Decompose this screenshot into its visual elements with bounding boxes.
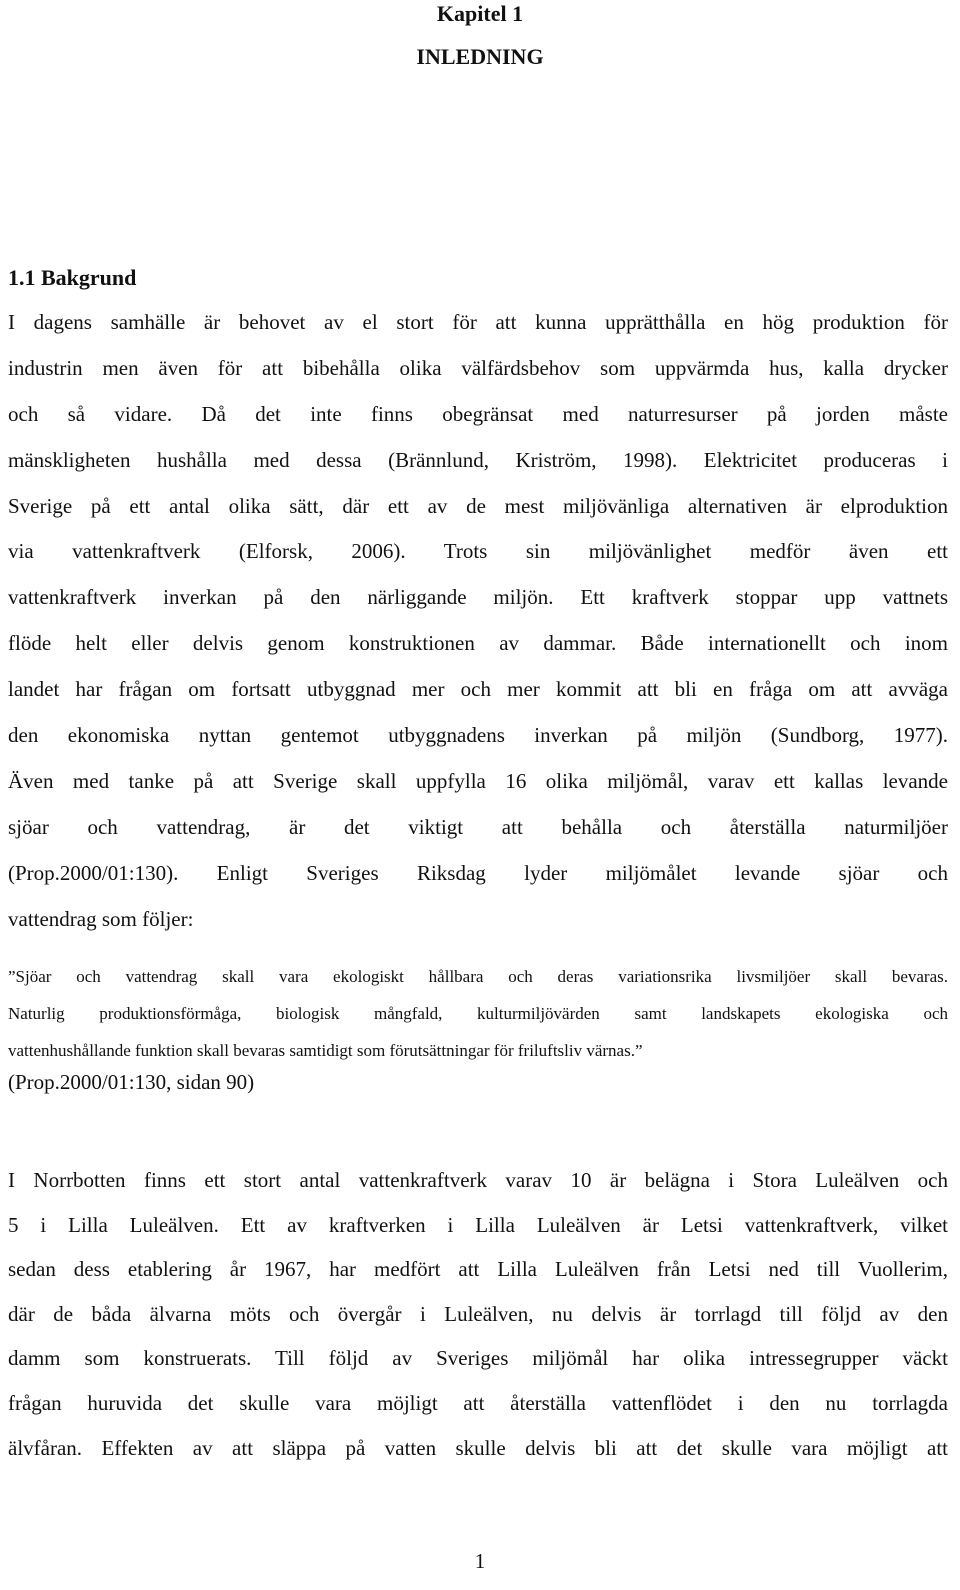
chapter-label: Kapitel 1 xyxy=(436,1,524,26)
quote-citation: (Prop.2000/01:130, sidan 90) xyxy=(8,1070,255,1094)
paragraph-line: landet har frågan om fortsatt utbyggnad mer och mer kommit att bli en fråga om att avväga xyxy=(8,677,948,702)
page-number: 1 xyxy=(474,1549,486,1573)
paragraph-line: Även med tanke på att Sverige skall uppfylla 16 olika miljömål, varav ett kallas levande xyxy=(8,768,948,793)
paragraph-line: I dagens samhälle är behovet av el stort för att kunna upprätthålla en hög produktion för xyxy=(8,310,948,334)
section-heading: 1.1 Bakgrund xyxy=(8,265,137,290)
paragraph-line: industrin men även för att bibehålla olika välfärdsbehov som uppvärmda hus, kalla drycker xyxy=(8,355,948,380)
quote-line: vattenhushållande funktion skall bevaras samtidigt som förutsättningar för friluftsliv värnas.” xyxy=(8,1041,643,1060)
paragraph-line: damm som konstruerats. Till följd av Sveriges miljömål har olika intressegrupper väckt xyxy=(8,1346,948,1371)
body-paragraph-2 xyxy=(8,1158,948,1470)
block-quote xyxy=(8,958,948,1069)
paragraph-line: Sverige på ett antal olika sätt, där ett av de mest miljövänliga alternativen är elproduktion xyxy=(8,493,948,518)
paragraph-line: älvfåran. Effekten av att släppa på vatten skulle delvis bli att det skulle vara möjligt att xyxy=(8,1435,948,1460)
paragraph-line: vattendrag som följer: xyxy=(8,906,194,931)
paragraph-line: den ekonomiska nyttan gentemot utbyggnadens inverkan på miljön (Sundborg, 1977). xyxy=(8,723,948,748)
paragraph-line: mänskligheten hushålla med dessa (Brännlund, Kriström, 1998). Elektricitet produceras i xyxy=(8,447,948,472)
paragraph-line: (Prop.2000/01:130). Enligt Sveriges Riksdag lyder miljömålet levande sjöar och xyxy=(8,860,948,885)
paragraph-line: vattenkraftverk inverkan på den närliggande miljön. Ett kraftverk stoppar upp vattnets xyxy=(8,585,948,610)
chapter-title: INLEDNING xyxy=(416,44,544,69)
paragraph-line: sjöar och vattendrag, är det viktigt att behålla och återställa naturmiljöer xyxy=(8,814,948,839)
paragraph-line: 5 i Lilla Luleälven. Ett av kraftverken i Lilla Luleälven är Letsi vattenkraftverk, vilket xyxy=(8,1212,948,1237)
paragraph-line: frågan huruvida det skulle vara möjligt att återställa vattenflödet i den nu torrlagda xyxy=(8,1390,948,1415)
paragraph-line: flöde helt eller delvis genom konstruktionen av dammar. Både internationellt och inom xyxy=(8,631,948,656)
quote-line: Naturlig produktionsförmåga, biologisk mångfald, kulturmiljövärden samt landskapets ekologiska och xyxy=(8,1004,948,1023)
paragraph-line: och så vidare. Då det inte finns obegränsat med naturresurser på jorden måste xyxy=(8,401,948,426)
paragraph-line: I Norrbotten finns ett stort antal vattenkraftverk varav 10 är belägna i Stora Luleälven och xyxy=(8,1168,948,1192)
body-paragraph-1 xyxy=(8,300,948,942)
paragraph-line: där de båda älvarna möts och övergår i Luleälven, nu delvis är torrlagd till följd av den xyxy=(8,1301,948,1326)
paragraph-line: sedan dess etablering år 1967, har medfört att Lilla Luleälven från Letsi ned till Vuollerim, xyxy=(8,1257,948,1282)
paragraph-line: via vattenkraftverk (Elforsk, 2006). Trots sin miljövänlighet medför även ett xyxy=(8,539,948,564)
quote-line: ”Sjöar och vattendrag skall vara ekologiskt hållbara och deras variationsrika livsmiljöer skall bevaras. xyxy=(8,967,948,986)
